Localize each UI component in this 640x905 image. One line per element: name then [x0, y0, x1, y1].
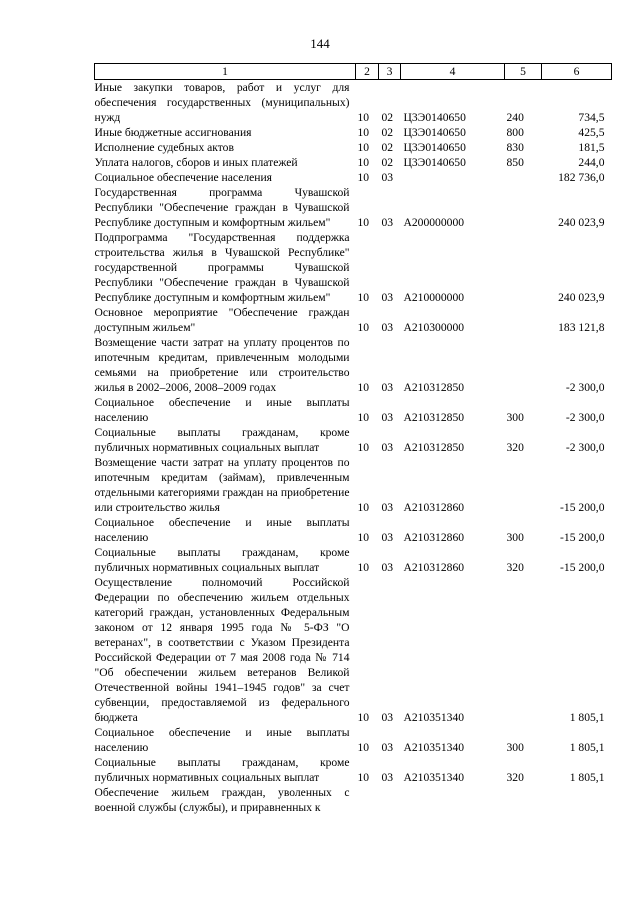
row-expense-type-cell: 320 — [506, 561, 524, 574]
row-expense-type-cell: 300 — [506, 411, 524, 424]
row-section-cell: 10 — [357, 771, 370, 784]
row-expense-type-cell — [505, 455, 542, 515]
row-expense-type-cell: 320 — [506, 441, 524, 454]
row-target-article-cell: А200000000 — [403, 216, 465, 229]
row-expense-type-cell: 300 — [506, 531, 524, 544]
table-row — [95, 230, 612, 305]
budget-table — [94, 63, 612, 815]
table-row — [95, 545, 612, 575]
row-target-article-cell: Ц3Э0140650 — [403, 126, 466, 139]
table-header — [95, 64, 612, 80]
row-amount-cell: 181,5 — [578, 141, 605, 154]
row-expense-type-cell: 830 — [506, 141, 524, 154]
row-section-cell: 10 — [357, 321, 370, 334]
row-expense-type-cell: 800 — [506, 126, 524, 139]
row-amount-cell: -15 200,0 — [560, 501, 605, 514]
column-header-section: 2 — [356, 64, 379, 80]
row-subsection-cell: 03 — [381, 501, 394, 514]
row-target-article-cell: А210312860 — [403, 561, 465, 574]
row-expense-type-cell — [505, 170, 542, 185]
row-target-article-cell — [401, 170, 505, 185]
column-header-expense-type: 5 — [505, 64, 542, 80]
row-section-cell: 10 — [357, 156, 370, 169]
row-amount-cell: 1 805,1 — [569, 741, 605, 754]
row-section-cell: 10 — [357, 291, 370, 304]
row-name-cell: Возмещение части затрат на уплату процентов по ипотечным кредитам (займам), привлеченным отдельными категориями граждан на приобретение или строительство жилья — [94, 456, 350, 514]
table-row — [95, 80, 612, 126]
row-amount-cell: 183 121,8 — [558, 321, 605, 334]
row-expense-type-cell — [505, 185, 542, 230]
row-section-cell: 10 — [357, 741, 370, 754]
row-subsection-cell: 03 — [381, 531, 394, 544]
row-subsection-cell: 03 — [381, 291, 394, 304]
row-amount-cell: -2 300,0 — [565, 441, 605, 454]
row-amount-cell — [542, 785, 612, 815]
row-section-cell: 10 — [357, 561, 370, 574]
row-name-cell: Социальное обеспечение и иные выплаты населению — [94, 726, 350, 754]
row-target-article-cell: А210351340 — [403, 741, 465, 754]
table-row — [95, 305, 612, 335]
row-name-cell: Социальные выплаты гражданам, кроме публичных нормативных социальных выплат — [94, 756, 350, 784]
row-section-cell: 10 — [357, 111, 370, 124]
row-name-cell: Исполнение судебных актов — [94, 141, 234, 154]
row-name-cell: Государственная программа Чувашской Республики "Обеспечение граждан в Чувашской Республике доступным и комфортным жильем" — [94, 186, 350, 229]
row-expense-type-cell — [505, 575, 542, 725]
row-expense-type-cell — [505, 335, 542, 395]
row-expense-type-cell: 240 — [506, 111, 524, 124]
header-row — [95, 64, 612, 80]
row-name-cell: Социальное обеспечение населения — [94, 171, 273, 184]
row-target-article-cell: А210312860 — [403, 531, 465, 544]
column-header-target-article: 4 — [401, 64, 505, 80]
table-row — [95, 335, 612, 395]
row-target-article-cell: А210351340 — [403, 711, 465, 724]
row-subsection-cell: 03 — [381, 561, 394, 574]
row-target-article-cell: А210312850 — [403, 441, 465, 454]
row-subsection-cell: 03 — [381, 771, 394, 784]
row-section-cell — [356, 785, 379, 815]
row-name-cell: Основное мероприятие "Обеспечение граждан доступным жильем" — [94, 306, 350, 334]
table-row — [95, 170, 612, 185]
row-expense-type-cell: 300 — [506, 741, 524, 754]
row-target-article-cell: А210300000 — [403, 321, 465, 334]
row-expense-type-cell — [505, 785, 542, 815]
row-section-cell: 10 — [357, 501, 370, 514]
row-amount-cell: 182 736,0 — [558, 171, 605, 184]
table-row — [95, 785, 612, 815]
table-row — [95, 515, 612, 545]
row-target-article-cell: Ц3Э0140650 — [403, 141, 466, 154]
row-name-cell: Социальные выплаты гражданам, кроме публичных нормативных социальных выплат — [94, 546, 350, 574]
row-name-cell: Иные закупки товаров, работ и услуг для обеспечения государственных (муниципальных) нужд — [94, 81, 350, 124]
row-subsection-cell: 02 — [381, 141, 394, 154]
row-subsection-cell: 03 — [381, 321, 394, 334]
row-amount-cell: -2 300,0 — [565, 381, 605, 394]
table-row — [95, 725, 612, 755]
row-section-cell: 10 — [357, 411, 370, 424]
table-row — [95, 140, 612, 155]
row-amount-cell: 734,5 — [578, 111, 605, 124]
row-name-cell: Уплата налогов, сборов и иных платежей — [94, 156, 298, 169]
row-amount-cell: 240 023,9 — [558, 216, 605, 229]
row-section-cell: 10 — [357, 441, 370, 454]
table-row — [95, 575, 612, 725]
row-amount-cell: -2 300,0 — [565, 411, 605, 424]
row-name-cell: Иные бюджетные ассигнования — [94, 126, 252, 139]
table-row — [95, 155, 612, 170]
row-section-cell: 10 — [357, 126, 370, 139]
row-amount-cell: 1 805,1 — [569, 771, 605, 784]
row-name-cell: Социальные выплаты гражданам, кроме публичных нормативных социальных выплат — [94, 426, 350, 454]
row-expense-type-cell: 320 — [506, 771, 524, 784]
row-subsection-cell: 02 — [381, 111, 394, 124]
row-subsection-cell: 03 — [381, 381, 394, 394]
row-section-cell: 10 — [357, 711, 370, 724]
row-subsection-cell: 03 — [381, 711, 394, 724]
row-amount-cell: 244,0 — [578, 156, 605, 169]
row-subsection-cell: 02 — [381, 156, 394, 169]
row-name-cell: Социальное обеспечение и иные выплаты населению — [94, 516, 350, 544]
table-row — [95, 425, 612, 455]
table-row — [95, 395, 612, 425]
row-section-cell: 10 — [357, 381, 370, 394]
row-expense-type-cell — [505, 230, 542, 305]
table-row — [95, 185, 612, 230]
row-target-article-cell: А210312850 — [403, 381, 465, 394]
row-target-article-cell: А210000000 — [403, 291, 465, 304]
column-header-subsection: 3 — [379, 64, 401, 80]
row-amount-cell: 1 805,1 — [569, 711, 605, 724]
row-name-cell: Подпрограмма "Государственная поддержка строительства жилья в Чувашской Республике" государственной программы Чувашской Республики "Обеспечение граждан в Чувашской Республике доступным и комфортным жильем" — [94, 231, 350, 304]
row-section-cell: 10 — [357, 531, 370, 544]
row-amount-cell: 240 023,9 — [558, 291, 605, 304]
row-subsection-cell — [379, 785, 401, 815]
row-target-article-cell: А210312850 — [403, 411, 465, 424]
page-number: 144 — [310, 36, 330, 51]
row-target-article-cell — [401, 785, 505, 815]
row-subsection-cell: 03 — [381, 441, 394, 454]
table-row — [95, 755, 612, 785]
column-header-amount: 6 — [542, 64, 612, 80]
row-subsection-cell: 03 — [381, 216, 394, 229]
row-subsection-cell: 03 — [381, 411, 394, 424]
row-section-cell: 10 — [357, 216, 370, 229]
row-name-cell: Осуществление полномочий Российской Федерации по обеспечению жильем отдельных категорий граждан, установленных Федеральным законом от 12 января 1995 года № 5-ФЗ "О ветеранах", в соответствии с Указом Президента Российской Федерации от 7 мая 2008 года № 714 "Об обеспечении жильем ветеранов Великой Отечественной войны 1941–1945 годов" за счет субвенции, предоставляемой из федерального бюджета — [94, 576, 350, 724]
row-name-cell: Обеспечение жильем граждан, уволенных с военной службы (службы), и приравненных к — [94, 786, 350, 814]
row-name-cell: Возмещение части затрат на уплату процентов по ипотечным кредитам, привлеченным молодыми семьями на приобретение или строительство жилья в 2002–2006, 2008–2009 годах — [94, 336, 350, 394]
row-subsection-cell: 02 — [381, 126, 394, 139]
row-section-cell: 10 — [357, 171, 370, 184]
row-amount-cell: 425,5 — [578, 126, 605, 139]
row-subsection-cell: 03 — [381, 741, 394, 754]
row-target-article-cell: Ц3Э0140650 — [403, 111, 466, 124]
row-section-cell: 10 — [357, 141, 370, 154]
row-target-article-cell: Ц3Э0140650 — [403, 156, 466, 169]
row-subsection-cell: 03 — [381, 171, 394, 184]
column-header-name: 1 — [95, 64, 356, 80]
table-body — [95, 80, 612, 816]
row-target-article-cell: А210351340 — [403, 771, 465, 784]
table-row — [95, 125, 612, 140]
row-expense-type-cell — [505, 305, 542, 335]
row-expense-type-cell: 850 — [506, 156, 524, 169]
row-amount-cell: -15 200,0 — [560, 561, 605, 574]
row-target-article-cell: А210312860 — [403, 501, 465, 514]
row-name-cell: Социальное обеспечение и иные выплаты населению — [94, 396, 350, 424]
row-amount-cell: -15 200,0 — [560, 531, 605, 544]
table-row — [95, 455, 612, 515]
